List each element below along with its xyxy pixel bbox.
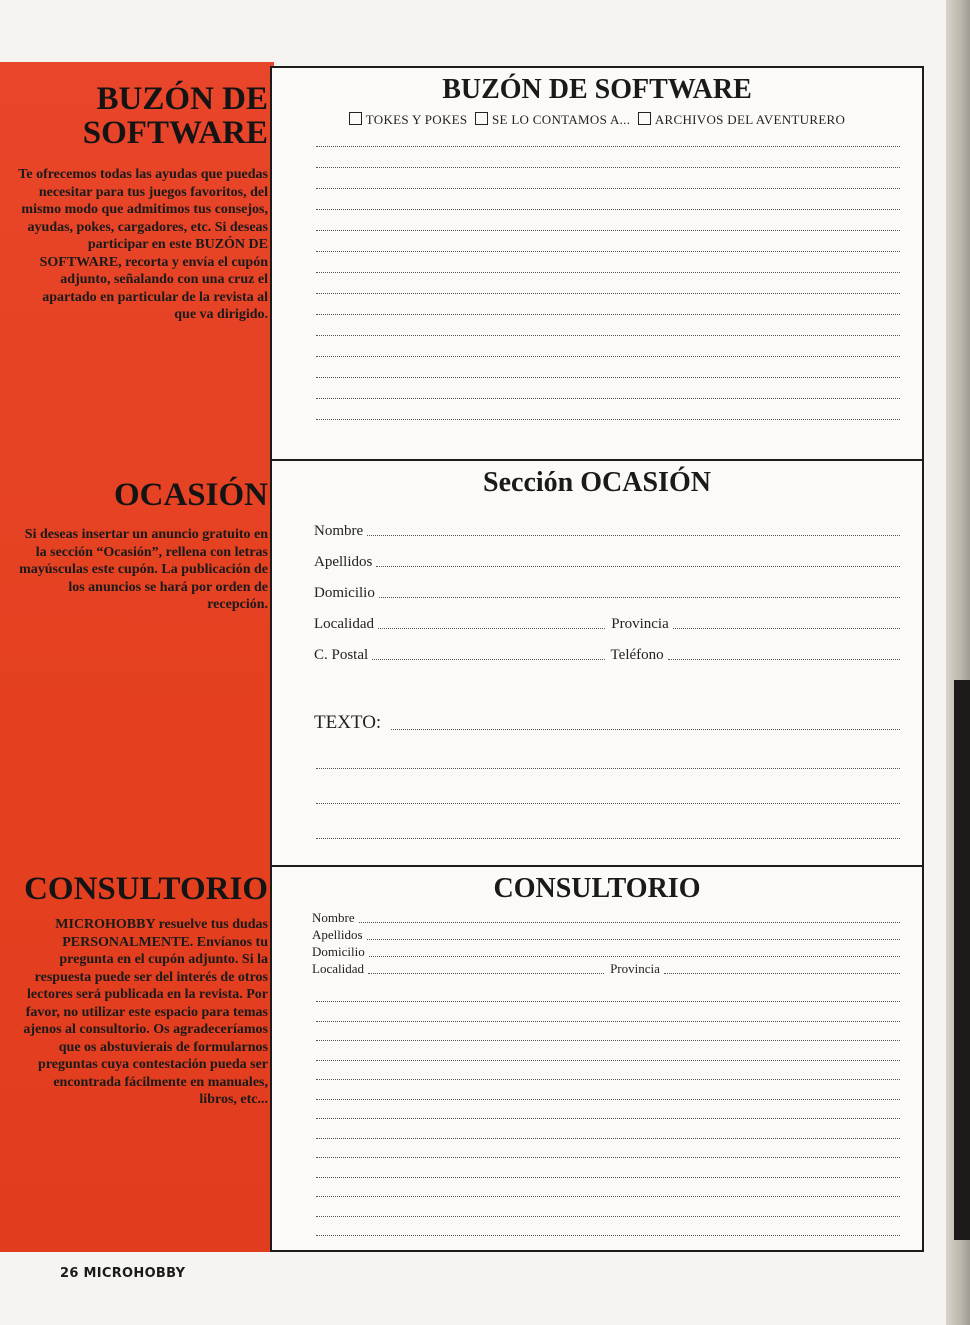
ocasion-coupon [270, 459, 924, 867]
sidebar-ocasion-text: Si deseas insertar un anuncio gratuito en la sección “Ocasión”, rellena con letras mayúsculas este cupón. La publicación de los anuncios se hará por orden de recepción. [19, 527, 268, 612]
write-line[interactable] [316, 146, 900, 147]
write-line[interactable] [316, 1196, 900, 1197]
label-c-domicilio: Domicilio [312, 944, 365, 959]
ocasion-coupon-title: Sección OCASIÓN [483, 467, 711, 498]
label-c-apellidos: Apellidos [312, 927, 363, 942]
checkbox-archivos-aventurero[interactable] [638, 112, 651, 125]
input-c-provincia[interactable] [664, 973, 900, 974]
write-line[interactable] [316, 1099, 900, 1100]
texto-line[interactable] [316, 803, 900, 804]
input-provincia[interactable] [673, 628, 900, 629]
sidebar-consultorio-title: CONSULTORIO [24, 871, 268, 907]
sidebar-buzon [18, 82, 268, 324]
field-c-apellidos[interactable] [312, 926, 900, 943]
label-localidad: Localidad [314, 616, 374, 632]
write-line[interactable] [316, 356, 900, 357]
write-line[interactable] [316, 1060, 900, 1061]
field-c-domicilio[interactable] [312, 943, 900, 960]
write-line[interactable] [316, 419, 900, 420]
buzon-writing-lines[interactable] [272, 146, 922, 420]
input-cpostal[interactable] [372, 659, 604, 660]
checkbox-tokes-pokes[interactable] [349, 112, 362, 125]
ocasion-fields [314, 509, 900, 734]
sidebar-consultorio-text: MICROHOBBY resuelve tus dudas PERSONALMENTE. Envíanos tu pregunta en el cupón adjunto. Si la respuesta puede ser del interés de otros lectores será publicada en la revista. Por favor, no utilizar este espacio para temas ajenos al consultorio. Os agradeceríamos que os abstuvierais de formularnos preguntas cuya contestación pueda ser encontrada fácilmente en manuales, libros, etc... [23, 917, 268, 1107]
option-label-contamos: SE LO CONTAMOS A... [492, 112, 631, 127]
input-texto[interactable] [391, 729, 900, 730]
write-line[interactable] [316, 1157, 900, 1158]
label-apellidos: Apellidos [314, 554, 373, 570]
texto-line[interactable] [316, 838, 900, 839]
write-line[interactable] [316, 1118, 900, 1119]
input-nombre[interactable] [367, 535, 900, 536]
input-telefono[interactable] [668, 659, 900, 660]
page-edge-dark [954, 680, 970, 1240]
sidebar-ocasion [18, 478, 268, 614]
write-line[interactable] [316, 1040, 900, 1041]
field-cpostal-telefono [314, 633, 900, 664]
checkbox-se-lo-contamos[interactable] [475, 112, 488, 125]
field-texto[interactable] [314, 664, 900, 734]
option-label-tokes: TOKES Y POKES [365, 112, 468, 127]
label-provincia: Provincia [611, 616, 669, 632]
input-c-nombre[interactable] [359, 922, 900, 923]
write-line[interactable] [316, 272, 900, 273]
input-localidad[interactable] [378, 628, 605, 629]
label-cpostal: C. Postal [314, 647, 369, 663]
field-c-localidad-provincia [312, 960, 900, 977]
field-localidad-provincia [314, 602, 900, 633]
input-c-localidad[interactable] [368, 973, 604, 974]
write-line[interactable] [316, 293, 900, 294]
consultorio-fields [312, 909, 900, 977]
write-line[interactable] [316, 1021, 900, 1022]
field-apellidos[interactable] [314, 540, 900, 571]
consultorio-writing-lines[interactable] [272, 1001, 922, 1236]
sidebar-buzon-title: BUZÓN DE SOFTWARE [82, 81, 268, 151]
write-line[interactable] [316, 188, 900, 189]
field-nombre[interactable] [314, 509, 900, 540]
sidebar-ocasion-title: OCASIÓN [113, 477, 268, 513]
write-line[interactable] [316, 1216, 900, 1217]
label-c-provincia: Provincia [610, 961, 660, 976]
label-c-localidad: Localidad [312, 961, 364, 976]
label-telefono: Teléfono [610, 647, 664, 663]
buzon-options [272, 112, 922, 128]
texto-line[interactable] [316, 768, 900, 769]
write-line[interactable] [316, 167, 900, 168]
write-line[interactable] [316, 314, 900, 315]
field-domicilio[interactable] [314, 571, 900, 602]
write-line[interactable] [316, 209, 900, 210]
consultorio-coupon [270, 865, 924, 1252]
option-label-archivos: ARCHIVOS DEL AVENTURERO [654, 112, 846, 127]
label-nombre: Nombre [314, 523, 364, 539]
write-line[interactable] [316, 1177, 900, 1178]
input-c-domicilio[interactable] [369, 956, 900, 957]
write-line[interactable] [316, 335, 900, 336]
sidebar-consultorio [18, 872, 268, 1109]
write-line[interactable] [316, 251, 900, 252]
consultorio-coupon-title: CONSULTORIO [493, 873, 701, 904]
input-c-apellidos[interactable] [367, 939, 900, 940]
label-c-nombre: Nombre [312, 910, 355, 925]
write-line[interactable] [316, 1235, 900, 1236]
label-domicilio: Domicilio [314, 585, 375, 601]
write-line[interactable] [316, 230, 900, 231]
input-domicilio[interactable] [379, 597, 900, 598]
write-line[interactable] [316, 377, 900, 378]
write-line[interactable] [316, 1079, 900, 1080]
write-line[interactable] [316, 398, 900, 399]
write-line[interactable] [316, 1138, 900, 1139]
sidebar-buzon-text: Te ofrecemos todas las ayudas que puedas necesitar para tus juegos favoritos, del mismo modo que admitimos tus consejos, ayudas, pokes, cargadores, etc. Si deseas participar en este BUZÓN DE SOFTWARE, recorta y envía el cupón adjunto, señalando con una cruz el apartado en particular de la revista al que va dirigido. [18, 167, 268, 322]
buzon-coupon [270, 66, 924, 461]
field-c-nombre[interactable] [312, 909, 900, 926]
write-line[interactable] [316, 1001, 900, 1002]
label-texto: TEXTO: [314, 712, 382, 733]
input-apellidos[interactable] [376, 566, 900, 567]
page-footer: 26 MICROHOBBY [60, 1266, 186, 1281]
buzon-coupon-title: BUZÓN DE SOFTWARE [442, 74, 752, 105]
